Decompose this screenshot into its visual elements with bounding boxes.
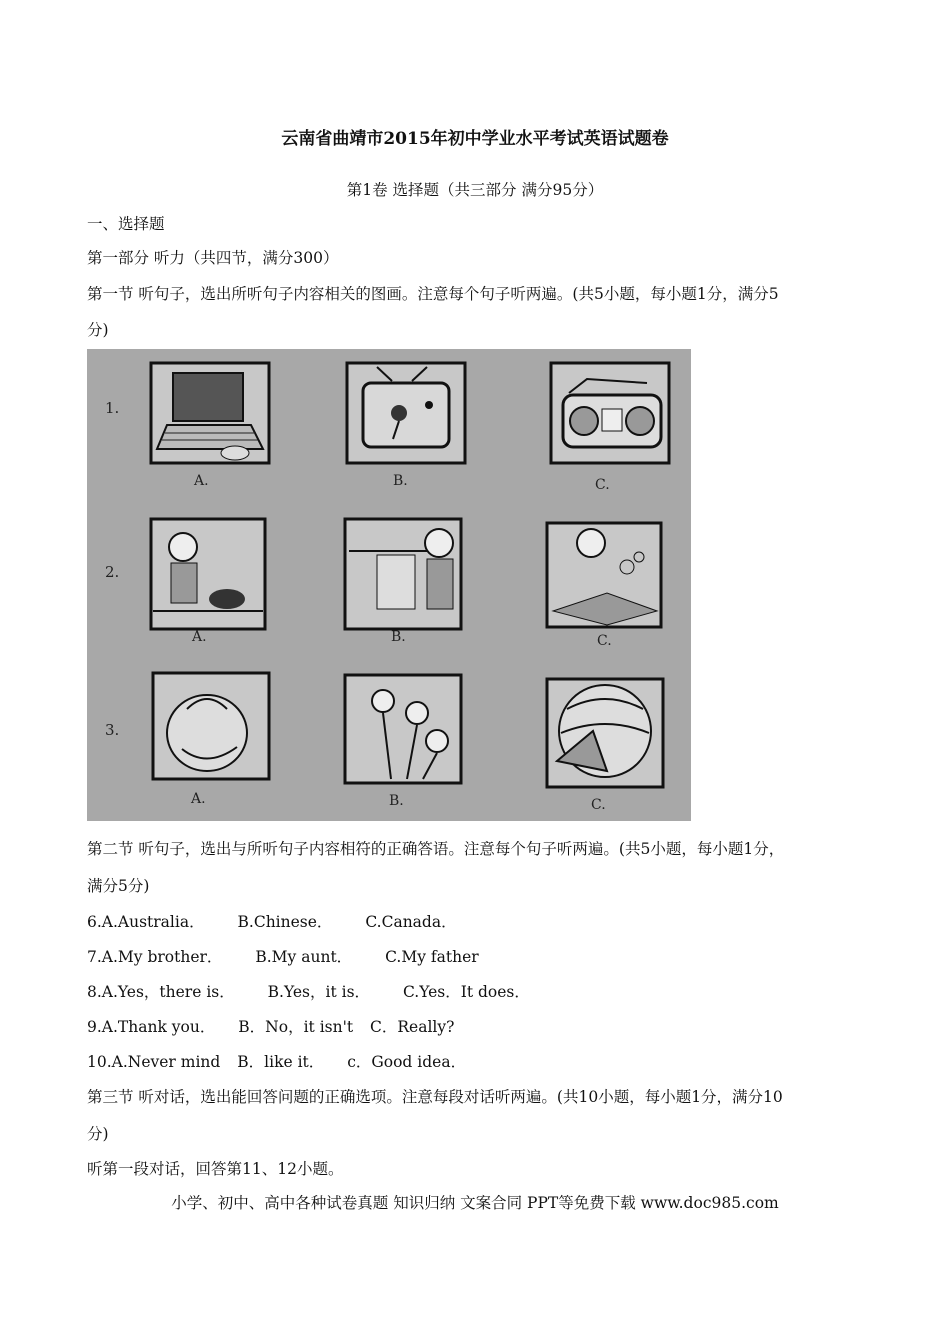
sec2-instruction-line2: 满分5分) xyxy=(87,877,150,895)
label-3b: B. xyxy=(389,793,404,809)
q7-option-c: C.My father xyxy=(385,948,479,966)
q7-option-b: B.My aunt． xyxy=(255,948,353,966)
sec3-instruction-line2: 分) xyxy=(87,1125,109,1143)
radio-icon xyxy=(551,363,669,463)
page-subtitle: 第1卷 选择题（共三部分 满分95分） xyxy=(346,181,604,199)
label-1c: C. xyxy=(595,477,610,493)
listening-pictures xyxy=(87,349,691,821)
q8-option-b: B.Yes，it is． xyxy=(267,983,371,1001)
tv-icon xyxy=(347,363,465,463)
label-3c: C. xyxy=(591,797,606,813)
row-number-3: 3. xyxy=(105,721,120,739)
label-2b: B. xyxy=(391,629,406,645)
question-10 xyxy=(87,1050,494,1072)
q10-option-a: 10.A.Never mind xyxy=(87,1053,221,1071)
question-6 xyxy=(87,910,485,932)
label-1b: B. xyxy=(393,473,408,489)
q6-option-a: 6.A.Australia． xyxy=(87,913,205,931)
label-1a: A. xyxy=(194,473,209,489)
row-number-2: 2. xyxy=(105,563,120,581)
q9-option-a: 9.A.Thank you． xyxy=(87,1018,216,1036)
watermelon-icon xyxy=(547,679,663,787)
laundry-icon xyxy=(345,519,461,629)
q8-option-c: C.Yes．It does． xyxy=(402,983,530,1001)
question-7 xyxy=(87,945,507,967)
section-heading: 一、选择题 xyxy=(87,215,165,233)
label-3a: A. xyxy=(191,791,206,807)
row-number-1: 1. xyxy=(105,399,120,417)
q6-option-c: C.Canada． xyxy=(365,913,457,931)
part1-heading: 第一部分 听力（共四节，满分300） xyxy=(87,249,339,267)
sec1-instruction-line1: 第一节 听句子，选出所听句子内容相关的图画。注意每个句子听两遍。(共5小题，每小题1分，满分5 xyxy=(87,285,779,303)
q6-option-b: B.Chinese． xyxy=(237,913,333,931)
label-2c: C. xyxy=(597,633,612,649)
sec2-instruction-line1: 第二节 听句子，选出与所听句子内容相符的正确答语。注意每个句子听两遍。(共5小题，每小题1分， xyxy=(87,840,785,858)
q10-option-c: c．Good idea． xyxy=(347,1053,467,1071)
question-8 xyxy=(87,980,558,1002)
label-2a: A. xyxy=(192,629,207,645)
footer-text: 小学、初中、高中各种试卷真题 知识归纳 文案合同 PPT等免费下载 www.doc985.com xyxy=(171,1194,779,1212)
question-9 xyxy=(87,1015,482,1037)
sec3-instruction-line1: 第三节 听对话，选出能回答问题的正确选项。注意每段对话听两遍。(共10小题，每小题1分，满分10 xyxy=(87,1088,783,1106)
page-title: 云南省曲靖市2015年初中学业水平考试英语试题卷 xyxy=(281,129,669,149)
laptop-icon xyxy=(151,363,269,463)
q10-option-b: B．like it． xyxy=(237,1053,325,1071)
sec1-instruction-line2: 分) xyxy=(87,321,109,339)
flowers-icon xyxy=(345,675,461,783)
q7-option-a: 7.A.My brother． xyxy=(87,948,223,966)
q9-option-b: B．No，it isn't xyxy=(238,1018,354,1036)
cabbage-icon xyxy=(153,673,269,779)
sec3-instruction-line3: 听第一段对话，回答第11、12小题。 xyxy=(87,1160,344,1178)
q8-option-a: 8.A.Yes，there is． xyxy=(87,983,235,1001)
washing-dishes-icon xyxy=(547,523,661,627)
q9-option-c: C．Really? xyxy=(370,1018,455,1036)
cooking-icon xyxy=(151,519,265,629)
